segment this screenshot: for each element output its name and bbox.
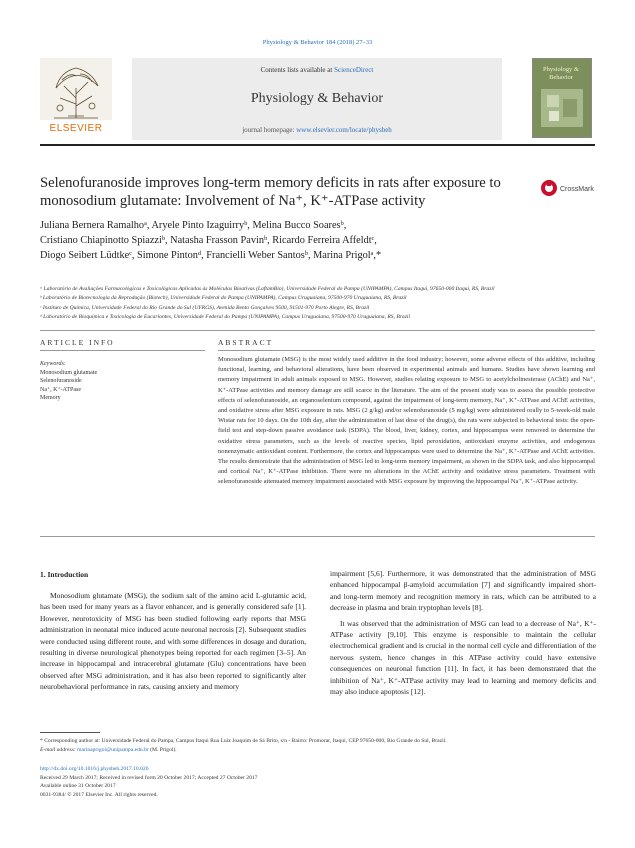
email-line bbox=[40, 746, 595, 755]
body-column-left bbox=[40, 590, 306, 693]
abstract-heading: ABSTRACT bbox=[218, 338, 274, 347]
authors-line-2: Cristiano Chiapinotto Spiazziᵇ, Natasha Frasson Pavinᵇ, Ricardo Ferreira Affeldtᶜ, bbox=[40, 235, 377, 247]
corresponding-address: * Corresponding author at: Universidade Federal do Pampa, Campus Itaqui Rua Luiz Joaquim de Sá Brito, s/n - Bairro: Promorar, Itaqui, CEP 97650-000, Rio Grande do Sul, Brazil. bbox=[40, 738, 447, 744]
affiliation-b: ᵇ Laboratório de Biotecnologia da Reprodução (Biotech), Universidade Federal do Pampa (UNIPAMPA), Campus Uruguaiana, 97500-970 Uruguaiana, RS, Brazil bbox=[40, 295, 407, 302]
affiliations bbox=[40, 285, 595, 323]
homepage-prefix: journal homepage: bbox=[242, 126, 297, 134]
copyright-notice: 0031-9384/ © 2017 Elsevier Inc. All rights reserved. bbox=[40, 791, 158, 798]
header-divider bbox=[40, 144, 595, 146]
body-column-right bbox=[330, 568, 596, 697]
available-online: Available online 31 October 2017 bbox=[40, 783, 116, 789]
intro-paragraph-2: It was observed that the administration of MSG can lead to a decrease of Na⁺, K⁺-ATPase activity [9,10]. This enzyme is responsible to maintain the cellular electrochemical gradient and is crucial in the normal cell cycle and differentiation of the nervous system, hence changes in this ATPase activity could have extensive consequences on neuronal function [11]. In fact, it has been demonstrated that the inhibition of Na⁺, K⁺-ATPase activity may lead to learning and memory deficits and may also induce apoptosis [12]. bbox=[330, 618, 596, 697]
section-divider bbox=[40, 330, 595, 331]
article-metadata bbox=[40, 765, 595, 799]
email-label: E-mail address: bbox=[40, 746, 78, 753]
affiliation-a: ᵃ Laboratório de Avaliações Farmacológicas e Toxicológicas Aplicadas às Moléculas Bioativas (LaftamBio), Universidade Federal do Pampa (UNIPAMPA), Campus Itaqui, 97650-000 Itaqui, RS, Brazil bbox=[40, 286, 495, 292]
article-title: Selenofuranoside improves long-term memory deficits in rats after exposure to monosodium glutamate: Involvement of Na⁺, K⁺-ATPase activity bbox=[40, 175, 501, 209]
affiliation-c: ᶜ Instituto de Química, Universidade Federal do Rio Grande do Sul (UFRGS), Avenida Bento Gonçalves 9500, 91501-970 Porto Alegre, RS, Brazil bbox=[40, 304, 370, 311]
keywords-heading: Keywords: bbox=[40, 361, 66, 367]
footnote-divider bbox=[40, 732, 100, 733]
introduction-heading: 1. Introduction bbox=[40, 570, 89, 579]
keyword-item: Memory bbox=[40, 395, 61, 401]
authors-line-3: Diogo Seibert Lüdtkeᶜ, Simone Pintonᵈ, Francielli Weber Santosᵇ, Marina Prigolᵃ,* bbox=[40, 250, 382, 262]
abstract-text: Monosodium glutamate (MSG) is the most widely used additive in the food industry; however, some adverse effects of this additive, including functional, learning, and behavioral alterations, have been observed in experimental animals and humans. Studies have shown learning and memory impairment in adult animals exposed to MSG. However, studies relating exposure to MSG to acetylcholinesterase (AChE) and Na⁺, K⁺-ATPase activities and memory damage are still scarce in the literature. The aim of the present study was to assess the possible protective effects of selenofuranoside, an organoselenium compound, against the impairment of long-term memory, Na⁺, K⁺-ATPase and AChE activities, and oxidative stress after MSG exposure in rats. MSG (2 g/kg) and/or selenofuranoside (5 mg/kg) were administered orally to 5-week-old male Wistar rats for 10 days. On the 10th day, after the administration of last dose of the drug(s), the rats were subjected to behavioral tests: the open-field test and step-down passive avoidance task (SDPA). The blood, liver, kidney, cortex, and hippocampus were removed to determine the oxidative stress parameters, such as the levels of reactive species, lipid peroxidation, antioxidant enzyme activities, and endogenous nonenzymatic antioxidant content. Furthermore, the cortex and hippocampus were used to determine the Na⁺, K⁺-ATPase and AChE activities. The results demonstrate that the administration of MSG led to long-term memory impairment, as shown in the SDPA task, and also hippocampal and cortical Na⁺, K⁺-ATPase inhibition. There were no alterations in the AChE activity and oxidative stress parameters. Treatment with selenofuranoside attenuated memory impairment associated with MSG exposure by improving the hippocampal Na⁺, K⁺-ATPase activity. bbox=[218, 356, 595, 486]
sciencedirect-link[interactable]: ScienceDirect bbox=[334, 66, 374, 74]
article-info-heading: ARTICLE INFO bbox=[40, 338, 115, 347]
affiliation-d: ᵈ Laboratório de Bioquímica e Toxicologia de Eucariontes, Universidade Federal do Pampa (UNIPAMPA), Campus Uruguaiana, 97500-970 Uruguaiana, RS, Brazil bbox=[40, 314, 411, 321]
homepage-link[interactable]: www.elsevier.com/locate/physbeh bbox=[296, 126, 392, 134]
author-list bbox=[40, 218, 560, 264]
doi-link[interactable]: http://dx.doi.org/10.1016/j.physbeh.2017.10.026 bbox=[40, 766, 149, 772]
keyword-item: Selenofuranoside bbox=[40, 378, 82, 384]
keyword-item: Na⁺, K⁺-ATPase bbox=[40, 386, 81, 393]
journal-homepage bbox=[132, 126, 502, 134]
crossmark-label: CrossMark bbox=[560, 186, 594, 193]
abstract-bottom-divider bbox=[40, 536, 595, 537]
email-link[interactable]: marinaprigol@unipampa.edu.br bbox=[77, 746, 149, 753]
abstract-divider bbox=[218, 350, 595, 351]
contents-line bbox=[132, 66, 502, 74]
email-suffix: (M. Prigol). bbox=[148, 746, 177, 753]
crossmark-badge[interactable] bbox=[540, 178, 594, 198]
article-info-divider bbox=[40, 350, 205, 351]
cover-title: Physiology & Behavior bbox=[543, 66, 579, 81]
journal-title: Physiology & Behavior bbox=[250, 91, 384, 106]
intro-paragraph-1: Monosodium glutamate (MSG), the sodium salt of the amino acid L-glutamic acid, has been used for many years as a flavor enhancer, and is generally considered safe [1]. However, neurotoxicity of MSG has been studied following early reports that MSG administration in neonatal mice induced acute neuronal necrosis [2]. Subsequent studies were conducted using different route, and with some differences in dosage and duration, resulting in diverse neurological phenotypes being reported for each regimen [3–5]. An increase in hippocampal and intracerebral glutamate (Glu) concentrations have been observed after MSG administration, and it has also been reported to significantly alter neurobehavioral performance in rats, causing anxiety and memory bbox=[40, 591, 306, 692]
intro-paragraph-1-cont: impairment [5,6]. Furthermore, it was demonstrated that the administration of MSG enhanced hippocampal β-amyloid accumulation [7] and significantly impaired short- and long-term memory and recognition memory in rats, which can be attributed to a decrease in plasma and brain tryptophan levels [8]. bbox=[330, 569, 596, 613]
received-dates: Received 29 March 2017; Received in revised form 20 October 2017; Accepted 27 October 2017 bbox=[40, 774, 258, 781]
keyword-item: Monosodium glutamate bbox=[40, 369, 98, 376]
corresponding-author-footnote bbox=[40, 737, 595, 754]
journal-reference[interactable]: Physiology & Behavior 184 (2018) 27–33 bbox=[262, 39, 373, 46]
authors-line-1: Juliana Bernera Ramalhoᵃ, Aryele Pinto Izaguirryᵇ, Melina Bucco Soaresᵇ, bbox=[40, 220, 347, 231]
elsevier-wordmark: ELSEVIER bbox=[49, 123, 103, 134]
keywords-block bbox=[40, 360, 205, 403]
contents-prefix: Contents lists available at bbox=[260, 66, 335, 74]
